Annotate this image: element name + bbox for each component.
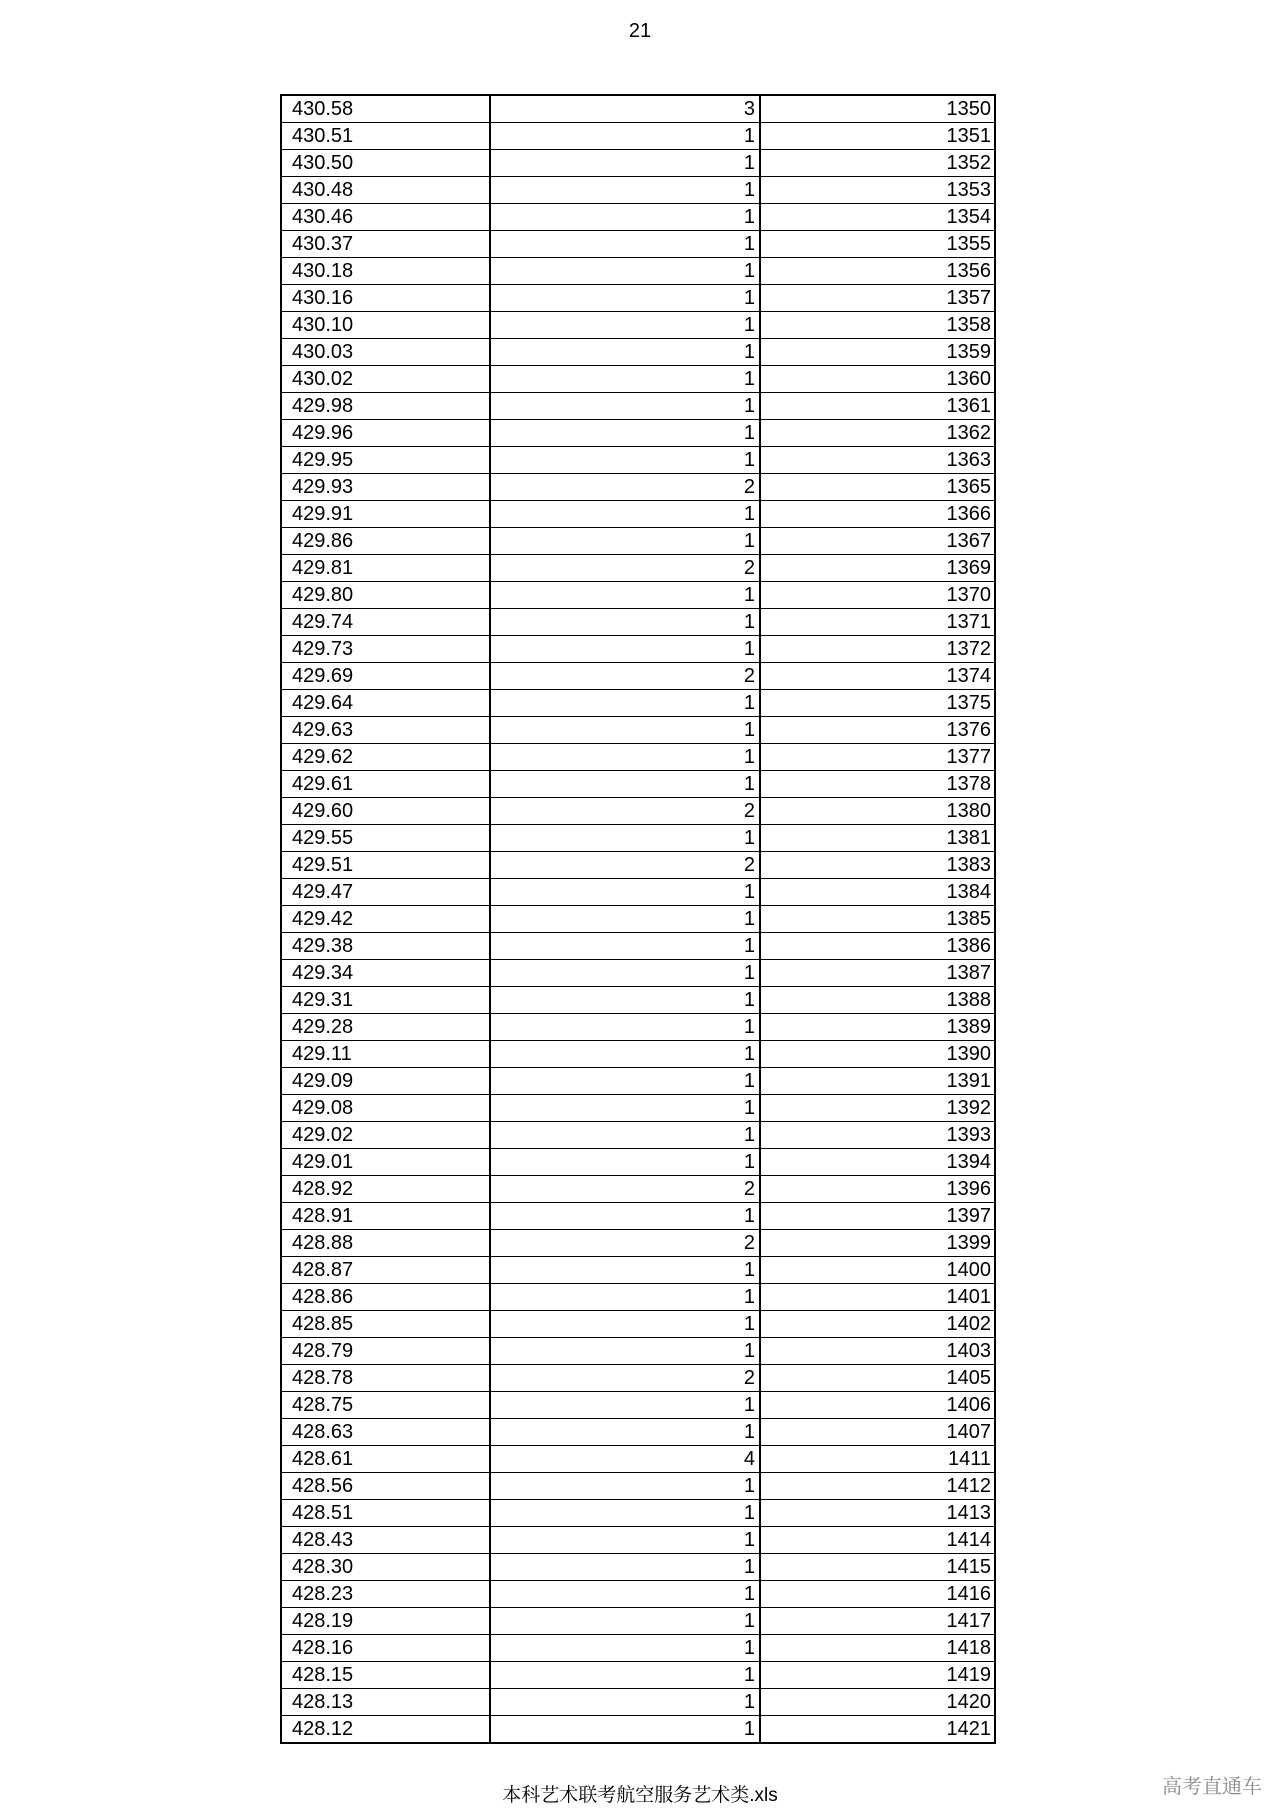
count-cell: 1 [490,744,760,771]
count-cell: 1 [490,1473,760,1500]
rank-cell: 1405 [760,1365,995,1392]
rank-cell: 1354 [760,204,995,231]
count-cell: 1 [490,1014,760,1041]
score-cell: 428.51 [281,1500,490,1527]
rank-cell: 1420 [760,1689,995,1716]
rank-cell: 1413 [760,1500,995,1527]
count-cell: 1 [490,528,760,555]
score-table-body [281,95,995,1743]
count-cell: 1 [490,501,760,528]
table-row [281,1014,995,1041]
score-cell: 428.79 [281,1338,490,1365]
count-cell: 1 [490,609,760,636]
rank-cell: 1377 [760,744,995,771]
count-cell: 1 [490,366,760,393]
table-row [281,771,995,798]
table-row [281,663,995,690]
score-cell: 429.31 [281,987,490,1014]
rank-cell: 1376 [760,717,995,744]
rank-cell: 1407 [760,1419,995,1446]
score-cell: 429.80 [281,582,490,609]
table-row [281,1419,995,1446]
rank-cell: 1419 [760,1662,995,1689]
rank-cell: 1387 [760,960,995,987]
rank-cell: 1361 [760,393,995,420]
table-row [281,987,995,1014]
score-cell: 429.81 [281,555,490,582]
count-cell: 2 [490,1365,760,1392]
table-row [281,1527,995,1554]
count-cell: 2 [490,1176,760,1203]
table-row [281,312,995,339]
count-cell: 1 [490,447,760,474]
table-row [281,1500,995,1527]
score-cell: 428.75 [281,1392,490,1419]
rank-cell: 1384 [760,879,995,906]
score-cell: 430.03 [281,339,490,366]
score-cell: 429.51 [281,852,490,879]
rank-cell: 1367 [760,528,995,555]
count-cell: 1 [490,1689,760,1716]
table-row [281,636,995,663]
count-cell: 1 [490,1095,760,1122]
rank-cell: 1414 [760,1527,995,1554]
score-cell: 430.51 [281,123,490,150]
score-cell: 428.85 [281,1311,490,1338]
rank-cell: 1362 [760,420,995,447]
table-row [281,1311,995,1338]
table-row [281,285,995,312]
table-row [281,339,995,366]
score-cell: 429.62 [281,744,490,771]
table-row [281,1635,995,1662]
score-table [280,94,996,1744]
score-cell: 428.91 [281,1203,490,1230]
rank-cell: 1399 [760,1230,995,1257]
rank-cell: 1406 [760,1392,995,1419]
count-cell: 1 [490,1581,760,1608]
count-cell: 3 [490,95,760,123]
count-cell: 1 [490,906,760,933]
rank-cell: 1380 [760,798,995,825]
score-cell: 429.63 [281,717,490,744]
score-cell: 428.12 [281,1716,490,1744]
score-cell: 430.46 [281,204,490,231]
score-cell: 428.61 [281,1446,490,1473]
count-cell: 1 [490,1608,760,1635]
table-row [281,1554,995,1581]
score-cell: 428.88 [281,1230,490,1257]
rank-cell: 1421 [760,1716,995,1744]
score-cell: 430.50 [281,150,490,177]
table-row [281,690,995,717]
score-cell: 429.74 [281,609,490,636]
table-row [281,609,995,636]
rank-cell: 1386 [760,933,995,960]
table-row [281,798,995,825]
count-cell: 1 [490,393,760,420]
score-cell: 428.78 [281,1365,490,1392]
rank-cell: 1359 [760,339,995,366]
score-cell: 429.09 [281,1068,490,1095]
count-cell: 1 [490,933,760,960]
table-row [281,447,995,474]
rank-cell: 1350 [760,95,995,123]
score-cell: 429.60 [281,798,490,825]
score-cell: 429.98 [281,393,490,420]
rank-cell: 1381 [760,825,995,852]
score-cell: 429.96 [281,420,490,447]
count-cell: 2 [490,798,760,825]
rank-cell: 1370 [760,582,995,609]
count-cell: 1 [490,1716,760,1744]
table-row [281,906,995,933]
table-row [281,1446,995,1473]
score-cell: 429.34 [281,960,490,987]
rank-cell: 1371 [760,609,995,636]
rank-cell: 1396 [760,1176,995,1203]
score-cell: 429.69 [281,663,490,690]
rank-cell: 1392 [760,1095,995,1122]
count-cell: 2 [490,663,760,690]
score-cell: 428.30 [281,1554,490,1581]
count-cell: 1 [490,582,760,609]
score-cell: 429.93 [281,474,490,501]
rank-cell: 1366 [760,501,995,528]
rank-cell: 1372 [760,636,995,663]
table-row [281,177,995,204]
score-cell: 428.56 [281,1473,490,1500]
rank-cell: 1394 [760,1149,995,1176]
score-cell: 429.61 [281,771,490,798]
count-cell: 1 [490,1068,760,1095]
table-row [281,528,995,555]
count-cell: 1 [490,1149,760,1176]
score-cell: 430.02 [281,366,490,393]
count-cell: 1 [490,879,760,906]
score-cell: 428.23 [281,1581,490,1608]
count-cell: 1 [490,285,760,312]
table-row [281,1203,995,1230]
count-cell: 1 [490,1635,760,1662]
watermark-text: 高考直通车 [1162,1776,1262,1798]
rank-cell: 1403 [760,1338,995,1365]
score-cell: 428.87 [281,1257,490,1284]
count-cell: 1 [490,231,760,258]
score-cell: 429.64 [281,690,490,717]
table-row [281,123,995,150]
count-cell: 1 [490,690,760,717]
score-cell: 429.28 [281,1014,490,1041]
table-row [281,95,995,123]
table-row [281,1338,995,1365]
footer-filename: 本科艺术联考航空服务艺术类.xls [502,1785,778,1806]
score-cell: 428.86 [281,1284,490,1311]
rank-cell: 1389 [760,1014,995,1041]
score-cell: 428.43 [281,1527,490,1554]
table-row [281,1581,995,1608]
count-cell: 1 [490,1392,760,1419]
table-row [281,231,995,258]
rank-cell: 1415 [760,1554,995,1581]
rank-cell: 1412 [760,1473,995,1500]
count-cell: 1 [490,1122,760,1149]
rank-cell: 1352 [760,150,995,177]
score-cell: 430.48 [281,177,490,204]
rank-cell: 1360 [760,366,995,393]
score-cell: 429.11 [281,1041,490,1068]
count-cell: 2 [490,555,760,582]
rank-cell: 1358 [760,312,995,339]
count-cell: 1 [490,204,760,231]
table-row [281,1284,995,1311]
rank-cell: 1390 [760,1041,995,1068]
rank-cell: 1363 [760,447,995,474]
rank-cell: 1356 [760,258,995,285]
count-cell: 1 [490,717,760,744]
score-cell: 428.15 [281,1662,490,1689]
table-row [281,582,995,609]
table-row [281,1230,995,1257]
table-row [281,1473,995,1500]
table-row [281,744,995,771]
rank-cell: 1400 [760,1257,995,1284]
count-cell: 1 [490,339,760,366]
rank-cell: 1393 [760,1122,995,1149]
rank-cell: 1357 [760,285,995,312]
rank-cell: 1351 [760,123,995,150]
count-cell: 1 [490,987,760,1014]
table-row [281,1392,995,1419]
table-row [281,1257,995,1284]
table-row [281,1689,995,1716]
score-cell: 428.63 [281,1419,490,1446]
rank-cell: 1402 [760,1311,995,1338]
table-row [281,1662,995,1689]
table-row [281,1041,995,1068]
rank-cell: 1411 [760,1446,995,1473]
rank-cell: 1383 [760,852,995,879]
score-cell: 428.16 [281,1635,490,1662]
rank-cell: 1417 [760,1608,995,1635]
score-cell: 429.38 [281,933,490,960]
table-row [281,420,995,447]
count-cell: 1 [490,960,760,987]
page-number: 21 [628,20,652,42]
count-cell: 1 [490,420,760,447]
rank-cell: 1369 [760,555,995,582]
score-cell: 429.01 [281,1149,490,1176]
table-row [281,474,995,501]
count-cell: 1 [490,1311,760,1338]
score-cell: 429.42 [281,906,490,933]
count-cell: 1 [490,123,760,150]
score-cell: 430.16 [281,285,490,312]
table-row [281,1608,995,1635]
count-cell: 1 [490,150,760,177]
count-cell: 1 [490,1284,760,1311]
table-row [281,879,995,906]
score-cell: 429.86 [281,528,490,555]
score-cell: 428.19 [281,1608,490,1635]
rank-cell: 1388 [760,987,995,1014]
score-cell: 429.47 [281,879,490,906]
table-row [281,933,995,960]
rank-cell: 1355 [760,231,995,258]
table-row [281,717,995,744]
table-row [281,852,995,879]
count-cell: 1 [490,1527,760,1554]
table-row [281,825,995,852]
score-cell: 430.37 [281,231,490,258]
table-row [281,501,995,528]
count-cell: 1 [490,312,760,339]
score-cell: 429.08 [281,1095,490,1122]
rank-cell: 1374 [760,663,995,690]
table-row [281,1122,995,1149]
score-cell: 430.18 [281,258,490,285]
table-row [281,393,995,420]
table-row [281,204,995,231]
rank-cell: 1365 [760,474,995,501]
rank-cell: 1375 [760,690,995,717]
count-cell: 1 [490,1041,760,1068]
count-cell: 2 [490,852,760,879]
score-cell: 429.02 [281,1122,490,1149]
count-cell: 1 [490,1203,760,1230]
count-cell: 1 [490,771,760,798]
count-cell: 1 [490,1500,760,1527]
count-cell: 2 [490,1230,760,1257]
table-row [281,150,995,177]
score-cell: 430.10 [281,312,490,339]
score-cell: 428.92 [281,1176,490,1203]
table-row [281,1149,995,1176]
table-row [281,1095,995,1122]
rank-cell: 1353 [760,177,995,204]
rank-cell: 1418 [760,1635,995,1662]
count-cell: 1 [490,177,760,204]
rank-cell: 1391 [760,1068,995,1095]
count-cell: 1 [490,1662,760,1689]
table-row [281,258,995,285]
count-cell: 1 [490,1338,760,1365]
count-cell: 1 [490,1554,760,1581]
count-cell: 1 [490,636,760,663]
score-cell: 430.58 [281,95,490,123]
rank-cell: 1401 [760,1284,995,1311]
count-cell: 2 [490,474,760,501]
rank-cell: 1385 [760,906,995,933]
count-cell: 1 [490,1257,760,1284]
count-cell: 1 [490,825,760,852]
count-cell: 1 [490,258,760,285]
table-row [281,1716,995,1744]
table-row [281,366,995,393]
score-cell: 429.91 [281,501,490,528]
count-cell: 4 [490,1446,760,1473]
rank-cell: 1416 [760,1581,995,1608]
rank-cell: 1397 [760,1203,995,1230]
table-row [281,1365,995,1392]
score-cell: 428.13 [281,1689,490,1716]
count-cell: 1 [490,1419,760,1446]
table-row [281,1068,995,1095]
table-row [281,960,995,987]
table-row [281,1176,995,1203]
score-cell: 429.95 [281,447,490,474]
score-cell: 429.73 [281,636,490,663]
rank-cell: 1378 [760,771,995,798]
table-row [281,555,995,582]
score-cell: 429.55 [281,825,490,852]
